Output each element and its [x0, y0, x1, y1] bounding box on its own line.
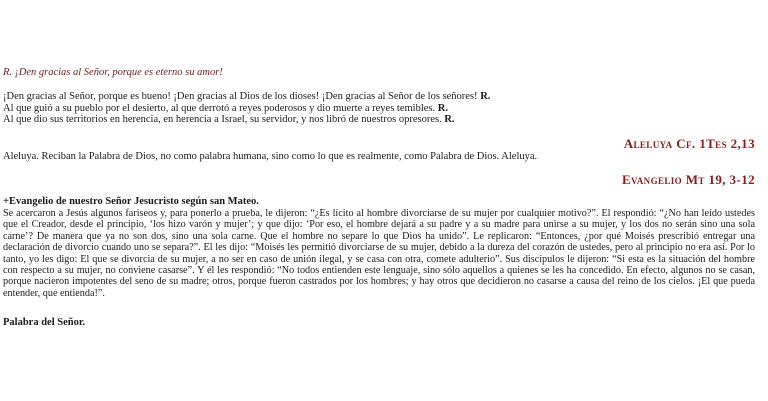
liturgy-page: [3, 0, 755, 401]
psalm-verses: [3, 91, 755, 126]
psalm-verse: [3, 103, 755, 115]
psalm-refrain: R. ¡Den gracias al Señor, porque es eterno su amor!: [3, 67, 223, 78]
gospel-body: Se acercaron a Jesús algunos fariseos y, para ponerlo a prueba, le dijeron: “¿Es lícito al hombre divorciarse de su mujer por cualquier motivo?”. El respondió: “¿No han leído ustedes que el Creador, desde el principio, ‘los hizo varón y mujer’; y que dijo: ‘Por eso, el hombre dejará a su padre y a su madre para unirse a su mujer, y los dos no serán sino una sola carne’? De manera que ya no son dos, sino una sola carne. Que el hombre no separe lo que Dios ha unido”. Le replicaron: “Entonces, ¿por qué Moisés prescribió entregar una declaración de divorcio cuando uno se separa?”. El les dijo: “Moisés les permitió divorciarse de su mujer, debido a la dureza del corazón de ustedes, pero al principio no era así. Por lo tanto, yo les digo: El que se divorcia de su mujer, a no ser en caso de unión ilegal, y se casa con otra, comete adulterio”. Sus discípulos le dijeron: “Si esta es la situación del hombre con respecto a su mujer, no conviene casarse”. Y él les respondió: “No todos entienden este lenguaje, sino sólo aquellos a quienes se les ha concedido. En efecto, algunos no se casan, porque nacieron impotentes del seno de su madre; otros, porque fueron castrados por los hombres; y hay otros que decidieron no casarse a causa del reino de los cielos. ¡El que pueda entender, que entienda!”.: [3, 208, 755, 299]
psalm-response: R.: [480, 91, 491, 102]
alleluia-heading: Aleluya Cf. 1Tes 2,13: [623, 136, 755, 151]
psalm-verse: [3, 91, 755, 103]
psalm-verse-text: ¡Den gracias al Señor, porque es bueno! ¡Den gracias al Dios de los dioses! ¡Den gracias al Señor de los señores!: [3, 91, 478, 102]
psalm-response: R.: [444, 114, 455, 125]
gospel-title: +Evangelio de nuestro Señor Jesucristo según san Mateo.: [3, 196, 259, 207]
gospel-heading: Evangelio Mt 19, 3-12: [621, 172, 755, 187]
alleluia-text: Aleluya. Reciban la Palabra de Dios, no como palabra humana, sino como lo que es realmente, como Palabra de Dios. Aleluya.: [3, 151, 538, 162]
psalm-verse-text: Al que guió a su pueblo por el desierto, al que derrotó a reyes poderosos y dio muerte a reyes temibles.: [3, 102, 436, 114]
psalm-verse: [3, 114, 755, 126]
psalm-verse-text: Al que dio sus territorios en herencia, en herencia a Israel, su servidor, y nos libró de nuestros opresores.: [3, 114, 442, 125]
psalm-response: R.: [437, 102, 448, 114]
gospel-closing: Palabra del Señor.: [3, 317, 86, 328]
